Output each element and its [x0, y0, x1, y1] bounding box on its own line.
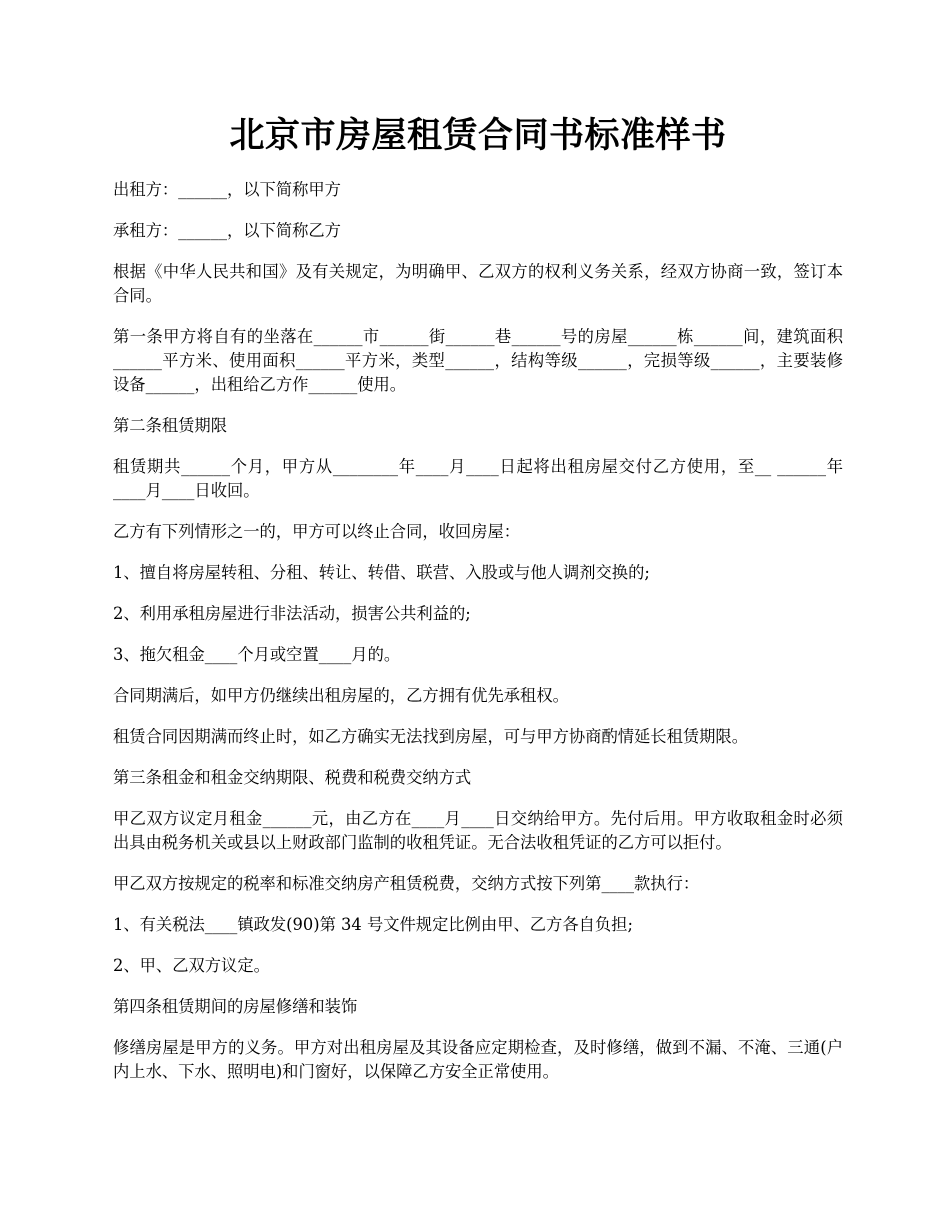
paragraph-repair-duty: 修缮房屋是甲方的义务。甲方对出租房屋及其设备应定期检查，及时修缮，做到不漏、不淹、三通(户内上水、下水、照明电)和门窗好，以保障乙方安全正常使用。 [113, 1038, 843, 1081]
paragraph-article-1: 第一条甲方将自有的坐落在______市______街______巷______号的房屋______栋______间，建筑面积______平方米、使用面积______平方米，类型______，结构等级______，完损等级______，主要装修设备______，出租给乙方作______使用。 [113, 327, 843, 394]
list-item-tax-1: 1、有关税法____镇政发(90)第 34 号文件规定比例由甲、乙方各自负担; [113, 915, 633, 934]
paragraph-lease-term: 租赁期共______个月，甲方从________年____月____日起将出租房屋交付乙方使用，至__ ______年____月____日收回。 [113, 457, 843, 500]
paragraph-priority-renewal: 合同期满后，如甲方仍继续出租房屋的，乙方拥有优先承租权。 [113, 686, 569, 705]
paragraph-tax-payment: 甲乙双方按规定的税率和标准交纳房产租赁税费，交纳方式按下列第____款执行： [113, 874, 700, 893]
heading-article-4: 第四条租赁期间的房屋修缮和装饰 [113, 997, 358, 1016]
heading-article-3: 第三条租金和租金交纳期限、税费和税费交纳方式 [113, 768, 472, 787]
list-item-tax-2: 2、甲、乙双方议定。 [113, 956, 270, 975]
paragraph-lessee: 承租方：______，以下简称乙方 [113, 221, 341, 240]
paragraph-preamble: 根据《中华人民共和国》及有关规定，为明确甲、乙双方的权利义务关系，经双方协商一致，签订本合同。 [113, 262, 843, 305]
list-item-termination-1: 1、擅自将房屋转租、分租、转让、转借、联营、入股或与他人调剂交换的; [113, 563, 650, 582]
list-item-termination-3: 3、拖欠租金____个月或空置____月的。 [113, 645, 401, 664]
paragraph-termination-conditions: 乙方有下列情形之一的，甲方可以终止合同，收回房屋： [113, 522, 521, 541]
paragraph-extension: 租赁合同因期满而终止时，如乙方确实无法找到房屋，可与甲方协商酌情延长租赁期限。 [113, 727, 748, 746]
document-page [113, 108, 843, 1101]
list-item-termination-2: 2、利用承租房屋进行非法活动，损害公共利益的; [113, 604, 471, 623]
heading-article-2: 第二条租赁期限 [113, 416, 227, 435]
document-title: 北京市房屋租赁合同书标准样书 [229, 115, 727, 156]
paragraph-rent-payment: 甲乙双方议定月租金______元，由乙方在____月____日交纳给甲方。先付后用。甲方收取租金时必须出具由税务机关或县以上财政部门监制的收租凭证。无合法收租凭证的乙方可以拒付。 [113, 809, 843, 852]
paragraph-lessor: 出租方：______，以下简称甲方 [113, 180, 341, 199]
